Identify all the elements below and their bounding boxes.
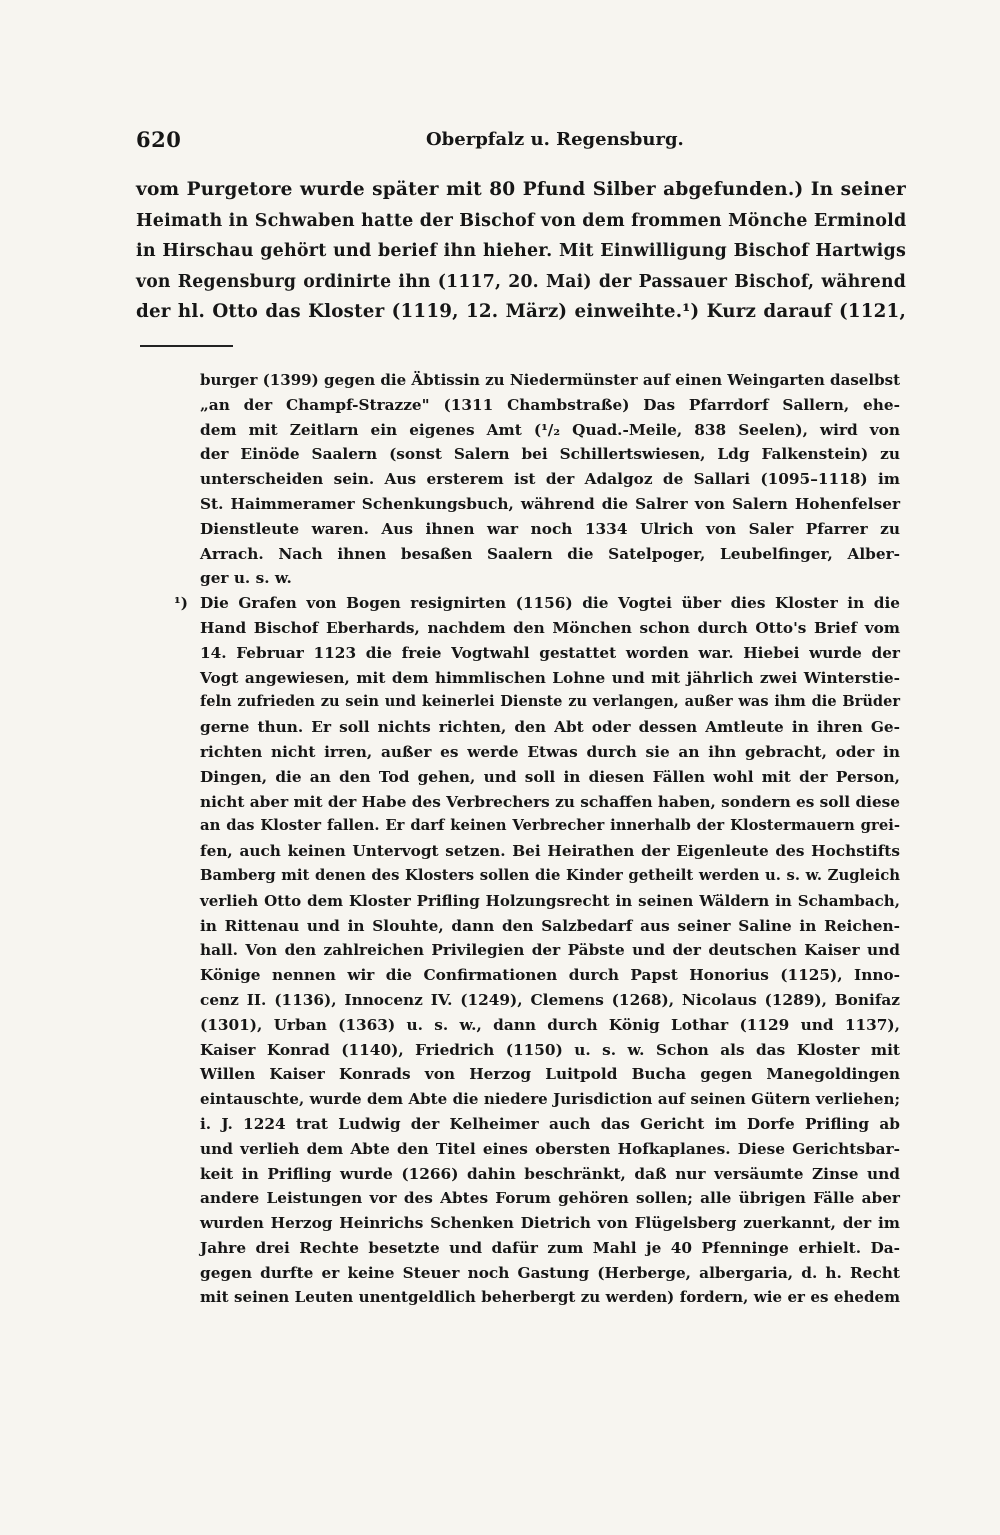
footnote-line: keit in Prifling wurde (1266) dahin beschränkt, daß nur versäumte Zinse und	[200, 1164, 900, 1183]
footnote-line: „an der Champf-Strazze" (1311 Chambstraße) Das Pfarrdorf Sallern, ehe-	[200, 395, 900, 414]
footnote-line: eintauschte, wurde dem Abte die niedere Jurisdiction auf seinen Gütern verliehen;	[200, 1090, 900, 1109]
footnote-line: 14. Februar 1123 die freie Vogtwahl gestattet worden war. Hiebei wurde der	[200, 643, 900, 662]
footnote-line: burger (1399) gegen die Äbtissin zu Niedermünster auf einen Weingarten daselbst	[200, 371, 901, 389]
main-text-line: der hl. Otto das Kloster (1119, 12. März) einweihte.¹) Kurz darauf (1121,	[136, 301, 906, 323]
footnote-line: (1301), Urban (1363) u. s. w., dann durch König Lothar (1129 und 1137),	[200, 1015, 900, 1034]
footnote-line: Willen Kaiser Konrads von Herzog Luitpold Bucha gegen Manegoldingen	[200, 1065, 900, 1084]
footnote-line: Bamberg mit denen des Klosters sollen die Kinder getheilt werden u. s. w. Zugleich	[200, 866, 900, 884]
footnote-line: gerne thun. Er soll nichts richten, den Abt oder dessen Amtleute in ihren Ge-	[200, 718, 900, 737]
footnote-line: dem mit Zeitlarn ein eigenes Amt (¹/₂ Quad.-Meile, 838 Seelen), wird von	[200, 420, 900, 439]
footnote-line: feln zufrieden zu sein und keinerlei Dienste zu verlangen, außer was ihm die Brüder	[200, 693, 900, 711]
footnote-line: Jahre drei Rechte besetzte und dafür zum Mahl je 40 Pfenninge erhielt. Da-	[200, 1238, 900, 1257]
main-text-block	[136, 175, 906, 328]
main-text-line: von Regensburg ordinirte ihn (1117, 20. Mai) der Passauer Bischof, während	[136, 271, 906, 292]
footnote-line: unterscheiden sein. Aus ersterem ist der Adalgoz de Sallari (1095–1118) im	[200, 470, 900, 489]
page-header	[136, 127, 906, 157]
footnote-line: hall. Von den zahlreichen Privilegien der Päbste und der deutschen Kaiser und	[200, 941, 900, 960]
footnote-marker: ¹)	[174, 594, 188, 613]
footnote-line: Kaiser Konrad (1140), Friedrich (1150) u. s. w. Schon als das Kloster mit	[200, 1040, 900, 1059]
footnote-line: verlieh Otto dem Kloster Prifling Holzungsrecht in seinen Wäldern in Schambach,	[200, 891, 900, 910]
footnote-line: Vogt angewiesen, mit dem himmlischen Lohne und mit jährlich zwei Winterstie-	[200, 668, 900, 687]
footnote-line: cenz II. (1136), Innocenz IV. (1249), Clemens (1268), Nicolaus (1289), Bonifaz	[200, 990, 900, 1009]
footnote-line: richten nicht irren, außer es werde Etwas durch sie an ihn gebracht, oder in	[200, 742, 900, 761]
footnote-line: fen, auch keinen Untervogt setzen. Bei Heirathen der Eigenleute des Hochstifts	[200, 842, 900, 861]
footnote-line: gegen durfte er keine Steuer noch Gastung (Herberge, albergaria, d. h. Recht	[200, 1263, 900, 1282]
footnote-line: Arrach. Nach ihnen besaßen Saalern die Satelpoger, Leubelfinger, Alber-	[200, 544, 900, 563]
footnote-line: i. J. 1224 trat Ludwig der Kelheimer auch das Gericht im Dorfe Prifling ab	[200, 1114, 900, 1133]
footnote-line: andere Leistungen vor des Abtes Forum gehören sollen; alle übrigen Fälle aber	[200, 1189, 900, 1208]
footnote-line: Dingen, die an den Tod gehen, und soll in diesen Fällen wohl mit der Person,	[200, 767, 900, 786]
footnote-line: mit seinen Leuten unentgeldlich beherbergt zu werden) fordern, wie er es ehedem	[200, 1288, 900, 1307]
footnote-line	[174, 591, 900, 616]
footnote-line: der Einöde Saalern (sonst Salern bei Schillertswiesen, Ldg Falkenstein) zu	[200, 445, 900, 464]
footnote-line: St. Haimmeramer Schenkungsbuch, während die Salrer von Salern Hohenfelser	[200, 494, 900, 513]
running-head: Oberpfalz u. Regensburg.	[426, 129, 684, 150]
footnote-line: und verlieh dem Abte den Titel eines obersten Hofkaplanes. Diese Gerichtsbar-	[200, 1139, 900, 1158]
footnote-line: Hand Bischof Eberhards, nachdem den Mönchen schon durch Otto's Brief vom	[200, 618, 900, 637]
footnote-line: nicht aber mit der Habe des Verbrechers zu schaffen haben, sondern es soll diese	[200, 792, 901, 811]
main-text-line: vom Purgetore wurde später mit 80 Pfund Silber abgefunden.) In seiner	[136, 179, 906, 200]
page-number: 620	[136, 127, 182, 152]
footnote-line: ger u. s. w.	[200, 569, 292, 588]
main-text-line: in Hirschau gehört und berief ihn hieher. Mit Einwilligung Bischof Hartwigs	[136, 241, 906, 262]
footnote-line: Dienstleute waren. Aus ihnen war noch 1334 Ulrich von Saler Pfarrer zu	[200, 519, 900, 538]
main-text-line: Heimath in Schwaben hatte der Bischof von dem frommen Mönche Erminold	[136, 210, 907, 231]
footnote-text: Die Grafen von Bogen resignirten (1156) die Vogtei über dies Kloster in die	[200, 594, 900, 613]
footnote-line: Könige nennen wir die Confirmationen durch Papst Honorius (1125), Inno-	[200, 966, 900, 985]
footnote-line: wurden Herzog Heinrichs Schenken Dietrich von Flügelsberg zuerkannt, der im	[200, 1214, 900, 1233]
footnote-separator	[140, 345, 233, 347]
footnote-line: an das Kloster fallen. Er darf keinen Verbrecher innerhalb der Klostermauern grei-	[200, 817, 900, 835]
footnote-line: in Rittenau und in Slouhte, dann den Salzbedarf aus seiner Saline in Reichen-	[200, 916, 900, 935]
footnotes-block	[174, 368, 901, 1310]
